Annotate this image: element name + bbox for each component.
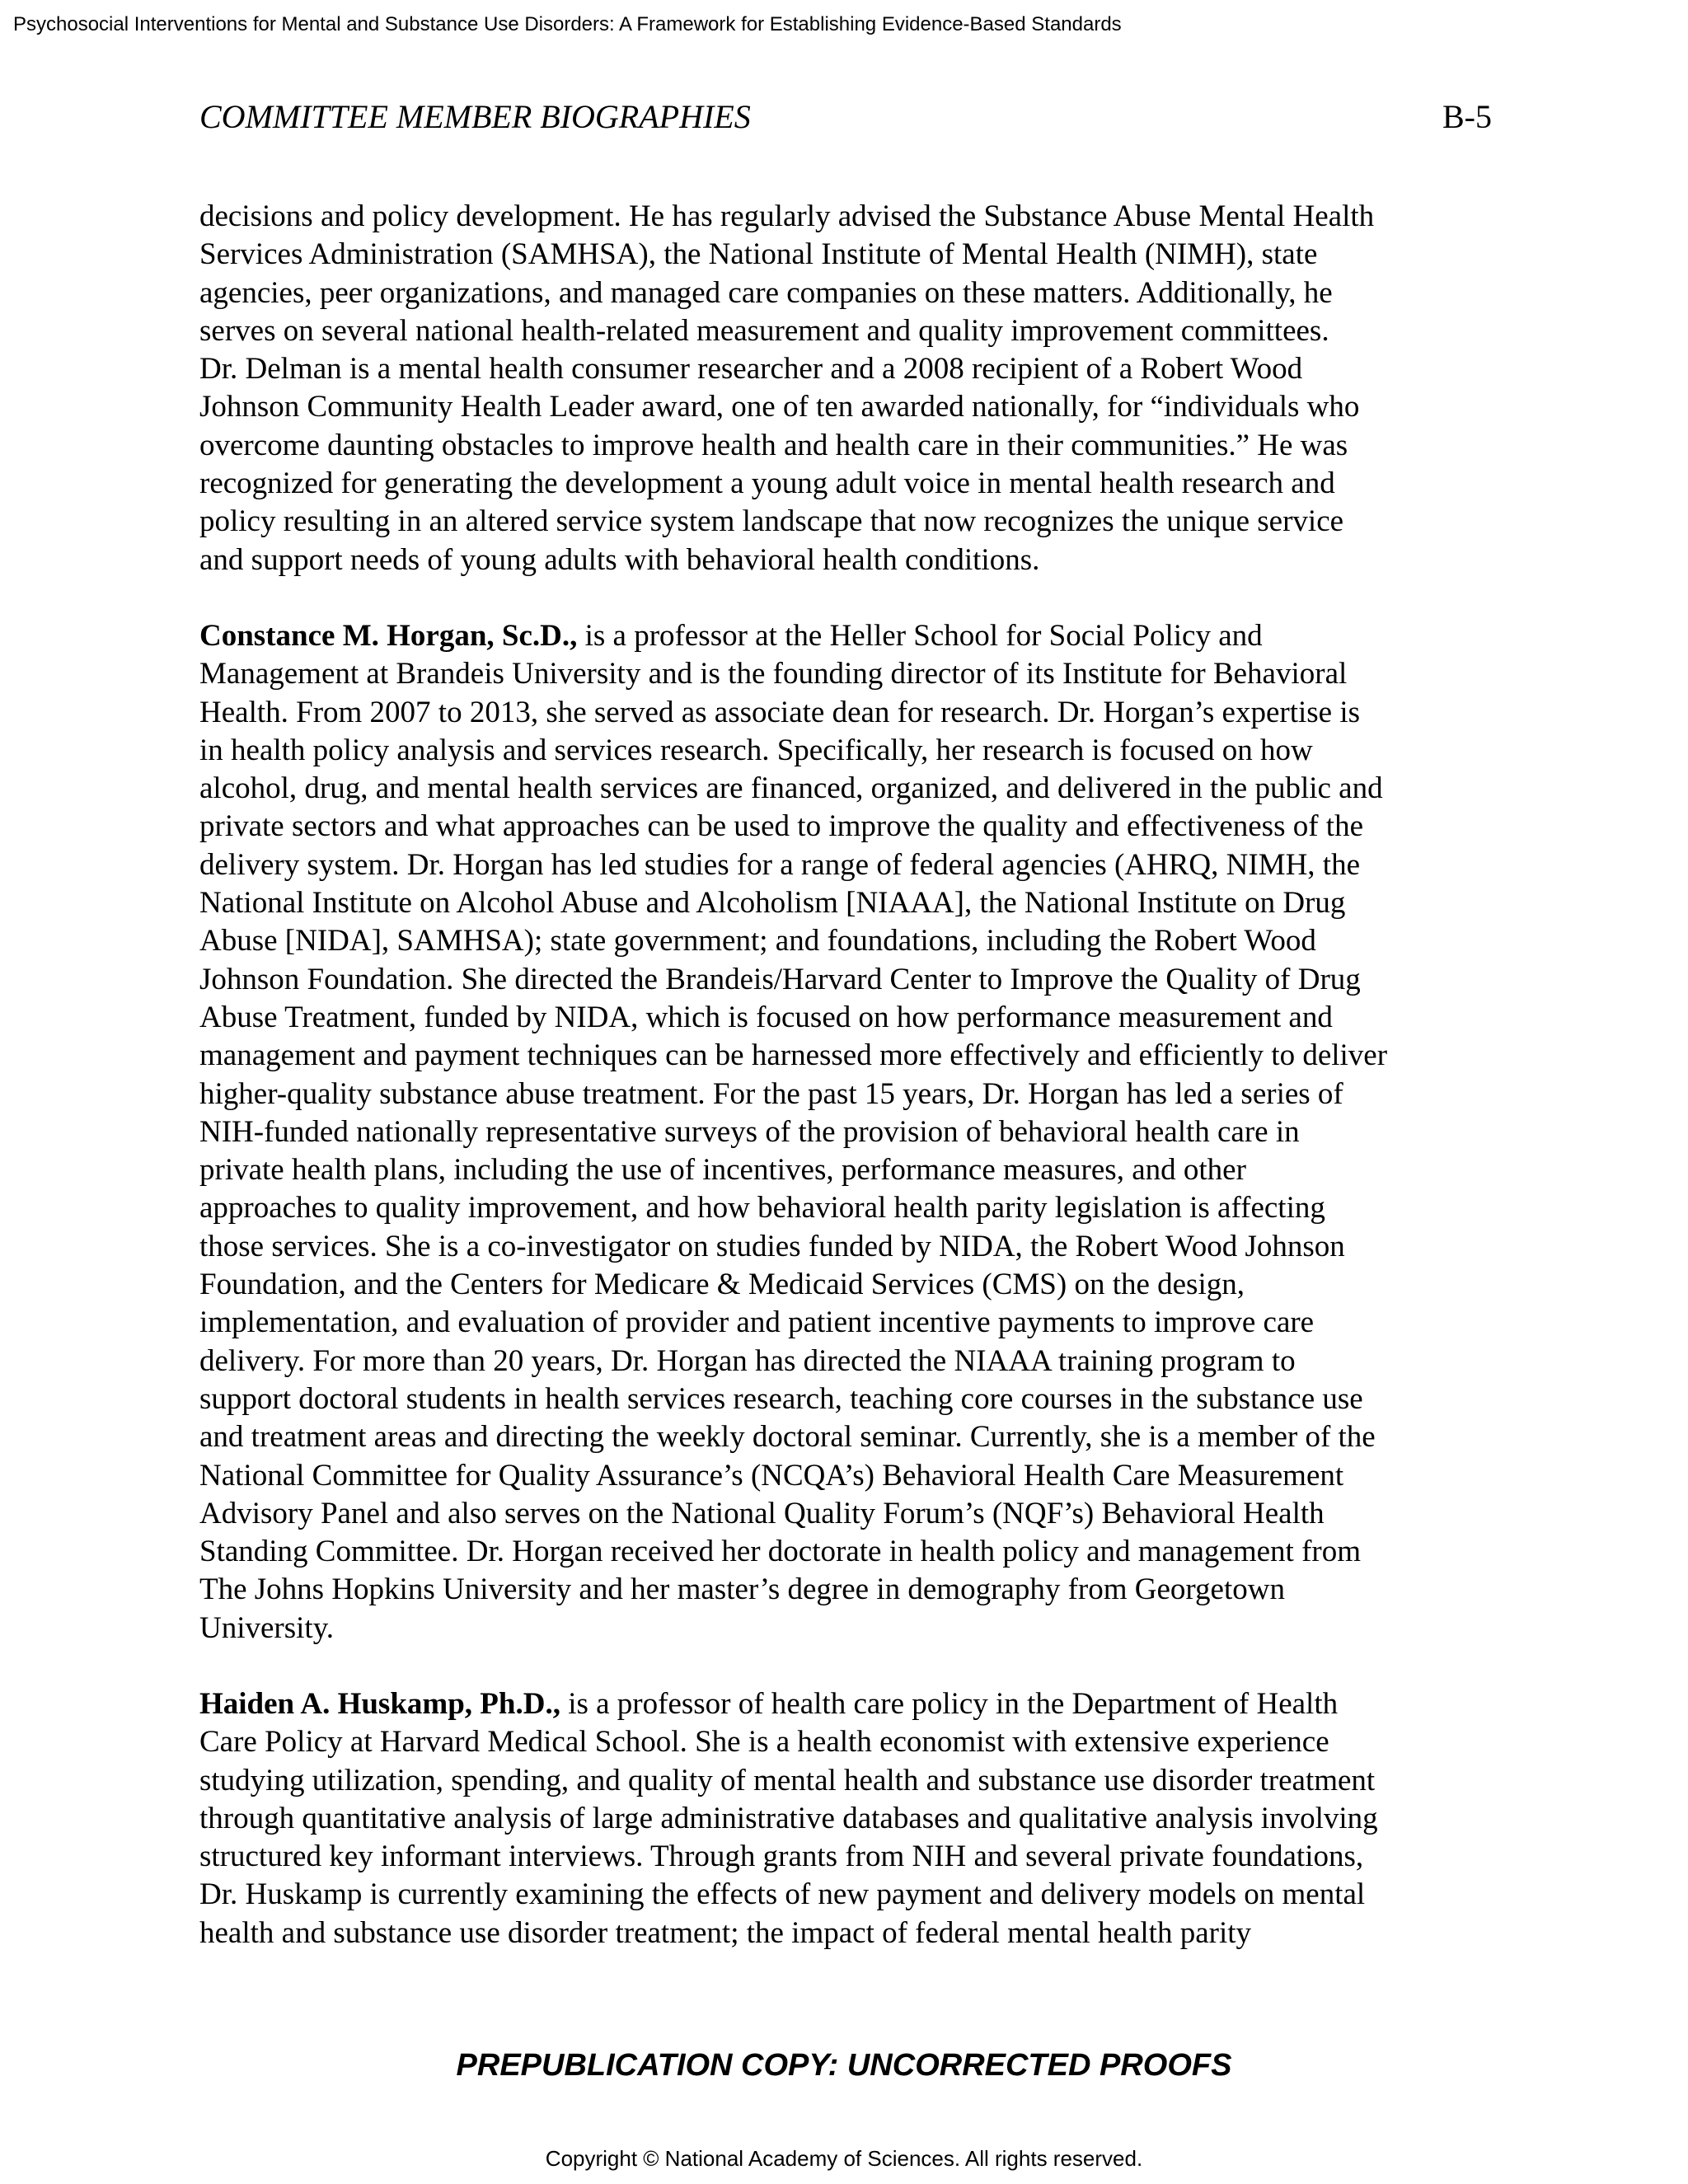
person-name: Constance M. Horgan, Sc.D., <box>199 618 578 653</box>
text-line: Management at Brandeis University and is the founding director of its Institute for Behavioral <box>199 657 1348 691</box>
text-line: Advisory Panel and also serves on the National Quality Forum’s (NQF’s) Behavioral Health <box>199 1496 1325 1530</box>
text-line: and support needs of young adults with behavioral health conditions. <box>199 542 1040 577</box>
text-line: health and substance use disorder treatment; the impact of federal mental health parity <box>199 1915 1252 1950</box>
text-line: Dr. Delman is a mental health consumer researcher and a 2008 recipient of a Robert Wood <box>199 352 1303 387</box>
text-line: Johnson Foundation. She directed the Brandeis/Harvard Center to Improve the Quality of Drug <box>199 962 1361 996</box>
prepublication-notice: PREPUBLICATION COPY: UNCORRECTED PROOFS <box>456 2048 1232 2083</box>
paragraph-huskamp-bio <box>199 1685 1518 1952</box>
text-line: Foundation, and the Centers for Medicare & Medicaid Services (CMS) on the design, <box>199 1268 1245 1302</box>
text-line: National Committee for Quality Assurance’s (NCQA’s) Behavioral Health Care Measurement <box>199 1458 1344 1493</box>
text-line: Abuse [NIDA], SAMHSA); state government; and foundations, including the Robert Wood <box>199 924 1316 958</box>
text-line: studying utilization, spending, and quality of mental health and substance use disorder treatment <box>199 1763 1376 1797</box>
copyright-notice: Copyright © National Academy of Sciences. All rights reserved. <box>545 2146 1143 2171</box>
text-line: in health policy analysis and services research. Specifically, her research is focused on how <box>199 733 1313 767</box>
text-line <box>199 617 1518 655</box>
text-line: policy resulting in an altered service system landscape that now recognizes the unique service <box>199 504 1344 539</box>
text-line: approaches to quality improvement, and how behavioral health parity legislation is affecting <box>199 1191 1325 1226</box>
running-head-title: COMMITTEE MEMBER BIOGRAPHIES <box>199 98 751 135</box>
text-line: through quantitative analysis of large administrative databases and qualitative analysis involving <box>199 1801 1378 1835</box>
text-line: overcome daunting obstacles to improve health and health care in their communities.” He was <box>199 428 1348 462</box>
text-line: structured key informant interviews. Through grants from NIH and several private foundations, <box>199 1840 1364 1874</box>
text-line: serves on several national health-related measurement and quality improvement committees. <box>199 313 1329 348</box>
text-line: implementation, and evaluation of provider and patient incentive payments to improve care <box>199 1305 1315 1340</box>
text-line: Abuse Treatment, funded by NIDA, which is focused on how performance measurement and <box>199 1000 1333 1034</box>
text-line: delivery. For more than 20 years, Dr. Horgan has directed the NIAAA training program to <box>199 1343 1296 1378</box>
text-line: Services Administration (SAMHSA), the National Institute of Mental Health (NIMH), state <box>199 237 1318 272</box>
text-line: private health plans, including the use of incentives, performance measures, and other <box>199 1153 1246 1188</box>
text-line: Standing Committee. Dr. Horgan received her doctorate in health policy and management from <box>199 1535 1361 1569</box>
text-line: agencies, peer organizations, and managed care companies on these matters. Additionally, he <box>199 275 1333 310</box>
text-line: management and payment techniques can be harnessed more effectively and efficiently to deliver <box>199 1038 1388 1073</box>
running-head <box>199 97 1492 137</box>
text-line: National Institute on Alcohol Abuse and Alcoholism [NIAAA], the National Institute on Drug <box>199 886 1346 921</box>
text-line: Johnson Community Health Leader award, one of ten awarded nationally, for “individuals who <box>199 390 1360 424</box>
page-number: B-5 <box>1442 98 1492 135</box>
person-name: Haiden A. Huskamp, Ph.D., <box>199 1686 560 1721</box>
document-header: Psychosocial Interventions for Mental and Substance Use Disorders: A Framework for Establishing Evidence-Based Standards <box>13 13 1122 35</box>
text-line: Care Policy at Harvard Medical School. She is a health economist with extensive experience <box>199 1725 1329 1760</box>
text-line: alcohol, drug, and mental health services are financed, organized, and delivered in the public and <box>199 771 1383 806</box>
text-segment: is a professor of health care policy in the Department of Health <box>560 1686 1339 1721</box>
text-line <box>199 1685 1518 1723</box>
text-line: higher-quality substance abuse treatment. For the past 15 years, Dr. Horgan has led a series of <box>199 1076 1343 1111</box>
text-line: The Johns Hopkins University and her master’s degree in demography from Georgetown <box>199 1572 1285 1607</box>
text-line: and treatment areas and directing the weekly doctoral seminar. Currently, she is a member of the <box>199 1420 1376 1455</box>
text-line: NIH-funded nationally representative surveys of the provision of behavioral health care in <box>199 1114 1300 1149</box>
text-line: Health. From 2007 to 2013, she served as associate dean for research. Dr. Horgan’s expertise is <box>199 695 1361 729</box>
paragraph-delman-continued <box>199 198 1518 579</box>
text-line: delivery system. Dr. Horgan has led studies for a range of federal agencies (AHRQ, NIMH, the <box>199 847 1360 882</box>
paragraph-horgan-bio <box>199 617 1518 1647</box>
text-line: private sectors and what approaches can be used to improve the quality and effectiveness of the <box>199 809 1363 844</box>
text-line: those services. She is a co-investigator on studies funded by NIDA, the Robert Wood Johnson <box>199 1229 1345 1263</box>
text-segment: is a professor at the Heller School for Social Policy and <box>577 618 1263 653</box>
text-line: Dr. Huskamp is currently examining the effects of new payment and delivery models on mental <box>199 1877 1366 1912</box>
text-line: support doctoral students in health services research, teaching core courses in the substance use <box>199 1381 1363 1416</box>
body-text <box>199 198 1518 1990</box>
text-line: decisions and policy development. He has regularly advised the Substance Abuse Mental Health <box>199 199 1375 233</box>
text-line: University. <box>199 1610 335 1645</box>
text-line: recognized for generating the development a young adult voice in mental health research and <box>199 466 1335 501</box>
